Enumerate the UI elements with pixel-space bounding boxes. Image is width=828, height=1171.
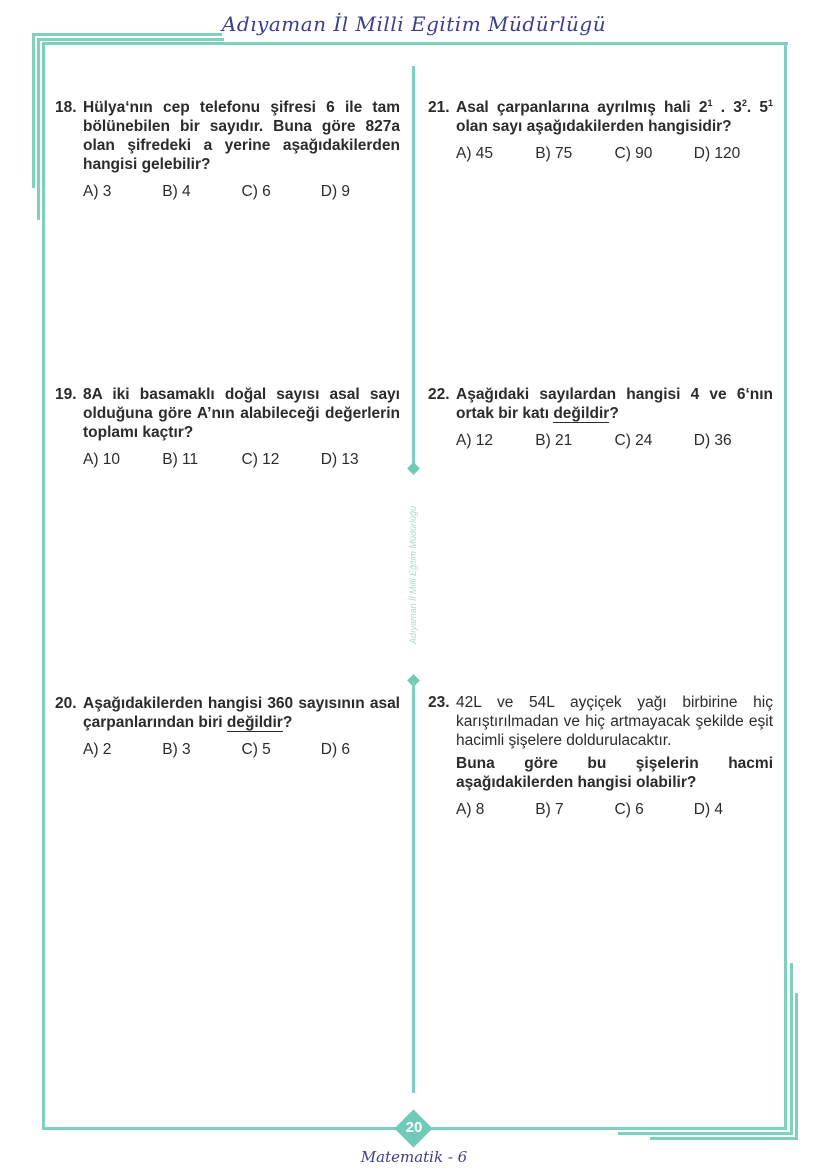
question-20 xyxy=(55,694,400,759)
option-d[interactable]: D) 4 xyxy=(693,801,724,818)
question-text: Aşağıdaki sayılardan hangisi 4 ve 6‘nın ortak bir katı değildir? xyxy=(456,386,773,422)
option-d[interactable]: D) 36 xyxy=(693,432,732,449)
option-b[interactable]: B) 11 xyxy=(162,451,199,468)
question-prompt: Buna göre bu şişelerin hacmi aşağıdakilerden hangisi olabilir? xyxy=(456,755,773,791)
answer-options xyxy=(83,450,400,469)
question-text: Aşağıdakilerden hangisi 360 sayısının asal çarpanlarından biri değildir? xyxy=(83,695,400,731)
option-c[interactable]: C) 24 xyxy=(614,432,653,449)
option-c[interactable]: C) 6 xyxy=(614,801,644,818)
frame-left-outer xyxy=(32,33,35,188)
frame-right-outer xyxy=(795,993,798,1140)
underlined-emphasis: değildir xyxy=(226,714,283,731)
answer-options xyxy=(83,182,400,201)
answer-options xyxy=(456,431,773,450)
question-23 xyxy=(428,693,773,819)
question-text: Hülya‘nın cep telefonu şifresi 6 ile tam bölünebilen bir sayıdır. Buna göre 827a olan şifredeki a yerine aşağıdakilerden hangisi gelebilir? xyxy=(83,99,400,173)
frame-left-mid xyxy=(37,38,40,220)
frame-bottom-mid xyxy=(618,1132,793,1135)
option-d[interactable]: D) 9 xyxy=(320,183,351,200)
question-number: 20. xyxy=(55,695,77,712)
option-c[interactable]: C) 90 xyxy=(614,145,653,162)
option-c[interactable]: C) 5 xyxy=(241,741,271,758)
frame-header-underline xyxy=(222,42,788,45)
option-a[interactable]: A) 45 xyxy=(456,145,494,162)
answer-options xyxy=(456,800,773,819)
question-number: 19. xyxy=(55,386,77,403)
option-c[interactable]: C) 6 xyxy=(241,183,271,200)
question-text: 42L ve 54L ayçiçek yağı birbirine hiç karıştırılmadan ve hiç artmayacak şekilde eşit hacimli şişelere doldurulacaktır. xyxy=(456,694,773,749)
page-number: 20 xyxy=(405,1119,423,1136)
question-22 xyxy=(428,385,773,450)
option-a[interactable]: A) 3 xyxy=(83,183,112,200)
divider-diamond-top xyxy=(407,462,420,475)
frame-bottom-outer xyxy=(650,1137,798,1140)
option-b[interactable]: B) 3 xyxy=(162,741,191,758)
option-b[interactable]: B) 21 xyxy=(535,432,573,449)
question-number: 23. xyxy=(428,694,450,711)
question-number: 18. xyxy=(55,99,77,116)
frame-right-main xyxy=(784,42,787,1129)
question-21 xyxy=(428,98,773,163)
option-b[interactable]: B) 7 xyxy=(535,801,564,818)
option-c[interactable]: C) 12 xyxy=(241,451,280,468)
option-a[interactable]: A) 12 xyxy=(456,432,494,449)
underlined-emphasis: değildir xyxy=(553,405,610,422)
center-divider-top xyxy=(412,66,415,469)
question-19 xyxy=(55,385,400,469)
center-divider-bottom xyxy=(412,681,415,1093)
question-18 xyxy=(55,98,400,201)
option-b[interactable]: B) 4 xyxy=(162,183,191,200)
option-d[interactable]: D) 13 xyxy=(320,451,359,468)
answer-options xyxy=(83,740,400,759)
question-number: 22. xyxy=(428,386,450,403)
question-number: 21. xyxy=(428,99,450,116)
frame-right-mid xyxy=(790,963,793,1135)
watermark-text: Adıyaman İl Milli Eğitim Müdürlüğü xyxy=(408,505,418,645)
option-b[interactable]: B) 75 xyxy=(535,145,573,162)
answer-options xyxy=(456,144,773,163)
option-d[interactable]: D) 120 xyxy=(693,145,741,162)
question-text: Asal çarpanlarına ayrılmış hali $2^1$ . $3^2$. $5^1$ olan sayı aşağıdakilerden hangisidir? xyxy=(456,97,773,135)
option-d[interactable]: D) 6 xyxy=(320,741,351,758)
question-text: 8A iki basamaklı doğal sayısı asal sayı olduğuna göre A’nın alabileceği değerlerin toplamı kaçtır? xyxy=(83,386,400,441)
option-a[interactable]: A) 2 xyxy=(83,741,112,758)
header-title: Adıyaman İl Milli Egitim Müdürlügü xyxy=(221,12,607,36)
option-a[interactable]: A) 8 xyxy=(456,801,485,818)
footer-subject: Matematik - 6 xyxy=(360,1148,468,1166)
frame-left-main xyxy=(42,42,45,1129)
option-a[interactable]: A) 10 xyxy=(83,451,121,468)
frame-top-mid-left xyxy=(37,38,224,41)
